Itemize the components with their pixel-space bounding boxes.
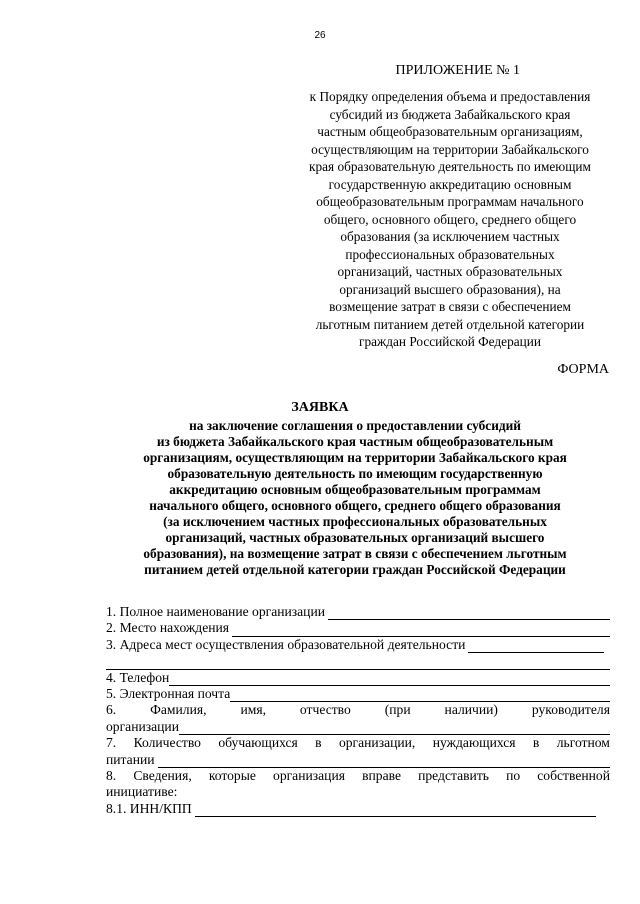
field-label: 8.1. ИНН/КПП (106, 800, 192, 816)
field-inn-kpp (106, 801, 610, 817)
appendix-line: профессиональных образовательных (345, 246, 555, 262)
field-director-name (106, 702, 610, 718)
field-phone (106, 670, 610, 686)
appendix-description (286, 88, 614, 351)
field-label: питании (106, 751, 155, 767)
subtitle-line: организациям, осуществляющим на территории Забайкальского края (143, 450, 567, 465)
appendix-line: края образовательную деятельность по имеющим (309, 159, 591, 174)
field-director-name-cont (106, 719, 610, 735)
field-word: (при (384, 702, 411, 718)
field-activity-addresses (106, 637, 610, 653)
field-additional-info-cont (106, 784, 610, 800)
field-word: отчество (299, 702, 351, 718)
appendix-line: общеобразовательным программам начального (316, 194, 584, 209)
field-label: организации (106, 718, 179, 734)
field-label: 1. Полное наименование организации (106, 604, 326, 619)
fill-line[interactable] (179, 722, 610, 735)
field-label: 3. Адреса мест осуществления образовательной деятельности (106, 636, 466, 652)
fill-line[interactable] (230, 689, 610, 702)
subtitle-line: из бюджета Забайкальского края частным общеобразовательным (156, 434, 554, 449)
field-word: организация (273, 768, 345, 784)
subtitle-line: начального общего, основного общего, среднего общего образования (149, 498, 561, 513)
appendix-line: субсидий из бюджета Забайкальского края (329, 106, 571, 122)
field-word: имя, (240, 702, 266, 718)
appendix-line: государственную аккредитацию основным (328, 176, 572, 192)
field-word: Фамилия, (150, 702, 207, 718)
field-word: организации, (338, 735, 416, 751)
appendix-line: организаций, частных образовательных (337, 264, 563, 279)
appendix-line: частным общеобразовательным организациям, (317, 124, 583, 139)
fill-line[interactable] (328, 607, 610, 620)
appendix-line: возмещение затрат в связи с обеспечением (329, 299, 571, 314)
subtitle-line: (за исключением частных профессиональных образовательных (163, 514, 547, 529)
appendix-line: к Порядку определения объема и предоставления (309, 89, 591, 104)
form-label: ФОРМА (557, 362, 609, 377)
field-students-count (106, 735, 610, 751)
field-label: 2. Место нахождения (106, 620, 230, 636)
field-word: 8. (106, 768, 117, 784)
field-word: руководителя (531, 702, 610, 718)
field-word: представить (418, 768, 489, 784)
fill-line[interactable] (169, 673, 610, 686)
field-word: 6. (106, 702, 117, 718)
page-number: 26 (314, 30, 326, 41)
fill-line[interactable] (232, 624, 610, 637)
field-word: нуждающихся (432, 735, 516, 751)
fill-line[interactable] (195, 804, 596, 817)
field-additional-info (106, 768, 610, 784)
field-label: 5. Электронная почта (106, 686, 231, 702)
subtitle-line: аккредитацию основным общеобразовательным программам (169, 482, 541, 497)
appendix-line: граждан Российской Федерации (359, 334, 541, 349)
subtitle-line: на заключение соглашения о предоставлении субсидий (189, 418, 521, 433)
field-full-name (106, 604, 610, 620)
subtitle-line: организаций, частных образовательных организаций высшего (165, 530, 545, 545)
fill-line[interactable] (106, 657, 610, 670)
field-word: Сведения, (133, 768, 192, 784)
fill-line[interactable] (158, 755, 610, 768)
field-word: наличии) (444, 702, 498, 718)
field-students-count-cont (106, 752, 610, 768)
field-word: 7. (106, 735, 117, 751)
subtitle-line: питанием детей отдельной категории граждан Российской Федерации (144, 562, 566, 577)
field-word: льготном (556, 735, 610, 751)
appendix-line: осуществляющим на территории Забайкальского (311, 141, 589, 157)
field-word: обучающихся (218, 735, 298, 751)
field-word: по (506, 768, 521, 784)
application-fields (106, 604, 610, 817)
field-email (106, 686, 610, 702)
field-activity-addresses-extra (106, 653, 610, 669)
field-word: вправе (362, 768, 401, 784)
field-word: в (315, 735, 322, 751)
application-title: ЗАЯВКА (291, 400, 349, 415)
appendix-title: ПРИЛОЖЕНИЕ № 1 (395, 63, 520, 78)
appendix-line: образования (за исключением частных (340, 229, 560, 244)
field-word: в (532, 735, 540, 751)
fill-line[interactable] (468, 640, 604, 653)
subtitle-line: образовательную деятельность по имеющим государственную (167, 466, 543, 481)
field-word: Количество (133, 735, 201, 751)
appendix-line: общего, основного общего, среднего общего (323, 211, 577, 227)
field-word: которые (208, 768, 256, 784)
appendix-line: организаций высшего образования), на (339, 281, 561, 297)
subtitle-line: образования), на возмещение затрат в связи с обеспечением льготным (143, 546, 567, 561)
field-word: собственной (537, 768, 610, 784)
application-subtitle (100, 418, 610, 578)
field-label: инициативе: (106, 784, 178, 800)
field-location (106, 620, 610, 636)
appendix-line: льготным питанием детей отдельной категории (315, 316, 585, 332)
field-label: 4. Телефон (106, 669, 170, 685)
